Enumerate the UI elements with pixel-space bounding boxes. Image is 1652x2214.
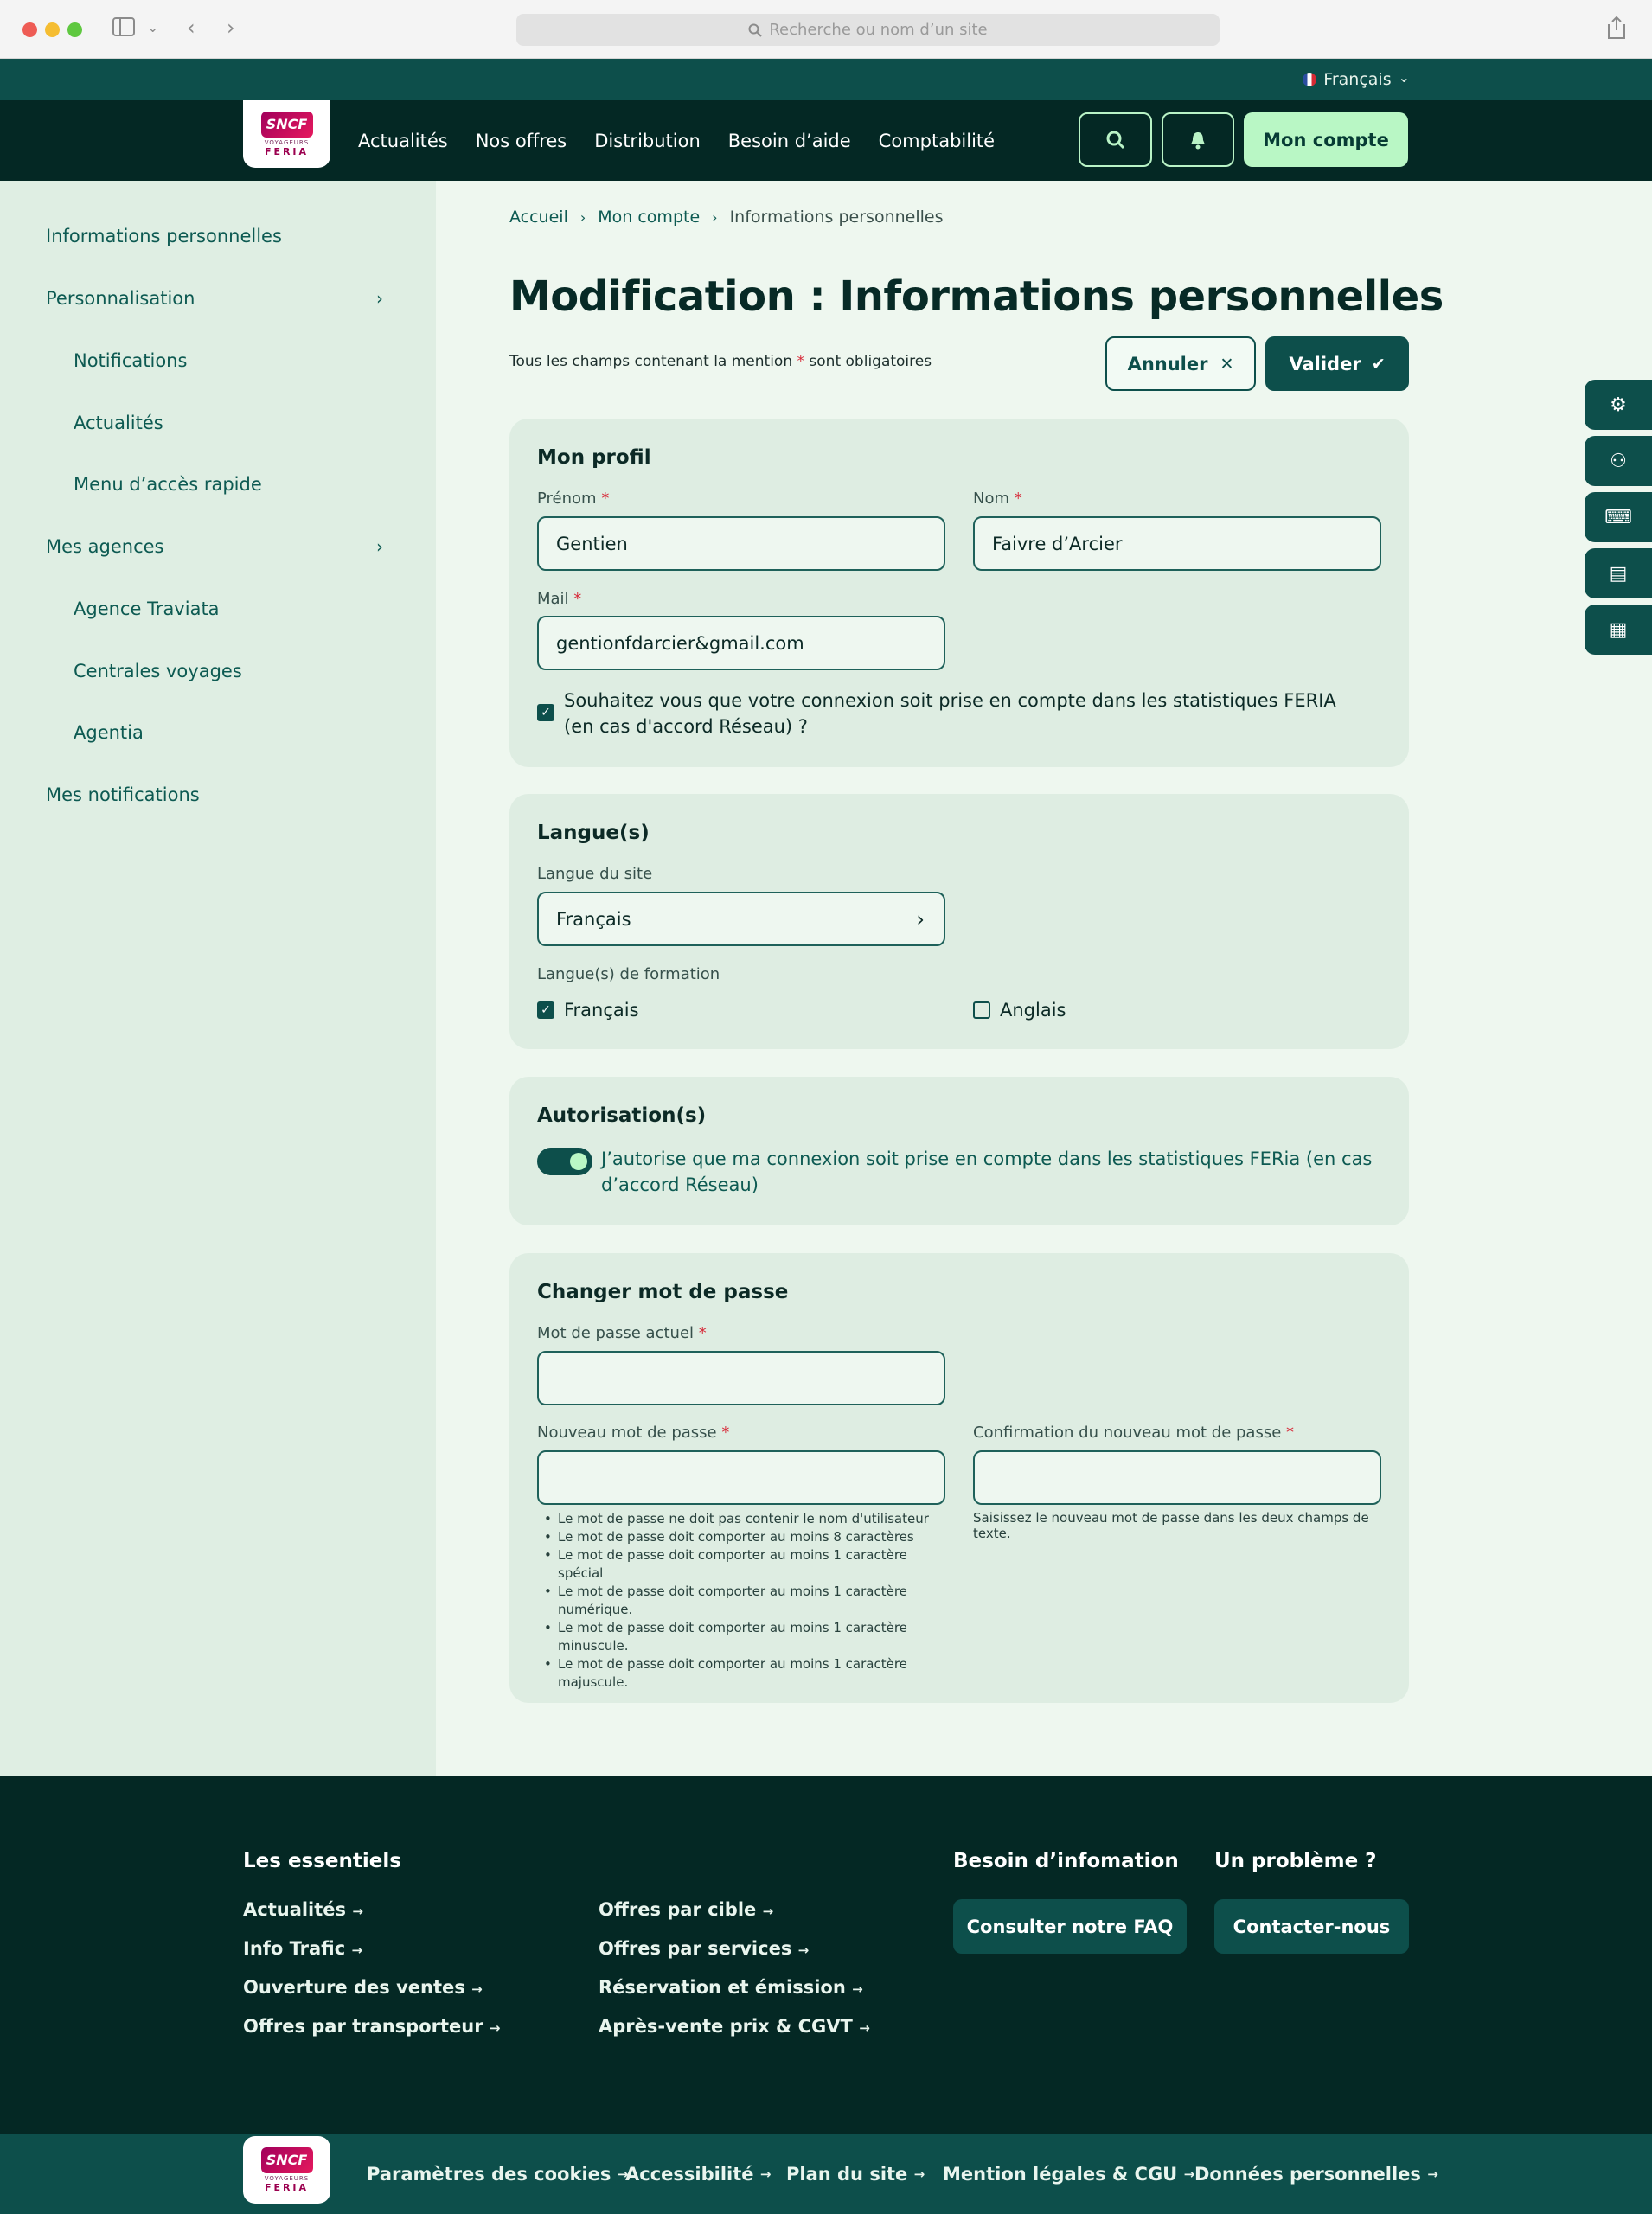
first-name-label — [537, 490, 609, 508]
sidebar-item-mes-notifications[interactable]: Mes notifications — [46, 784, 200, 805]
site-language-value: Français — [556, 908, 631, 930]
my-account-button[interactable]: Mon compte — [1244, 112, 1408, 167]
sidebar-item-actualites[interactable]: Actualités — [74, 413, 163, 433]
contact-button[interactable]: Contacter-nous — [1214, 1899, 1409, 1954]
minimize-window-icon[interactable] — [45, 22, 60, 37]
chevron-right-icon[interactable]: › — [376, 288, 383, 309]
arrow-right-icon: → — [489, 2020, 501, 2036]
search-icon — [748, 23, 762, 37]
nav-link-distribution[interactable]: Distribution — [594, 130, 701, 151]
bottom-link-mentions-legales[interactable] — [943, 2134, 1194, 2214]
authorizations-card — [509, 1077, 1409, 1225]
confirm-password-label-text: Confirmation du nouveau mot de passe — [973, 1424, 1282, 1442]
account-sidebar — [0, 181, 436, 1776]
stats-checkbox[interactable]: ✓ — [537, 704, 554, 721]
nav-links — [358, 100, 995, 181]
footer-info-title: Besoin d’infomation — [953, 1850, 1179, 1872]
current-password-label — [537, 1324, 707, 1342]
required-star: * — [1286, 1424, 1295, 1442]
footer-link-label: Actualités — [243, 1899, 347, 1920]
languages-card — [509, 794, 1409, 1049]
check-icon: ✔ — [1371, 354, 1386, 374]
close-window-icon[interactable] — [22, 22, 37, 37]
nav-link-actualites[interactable]: Actualités — [358, 130, 448, 151]
footer-link-offres-transporteur[interactable] — [243, 2016, 500, 2037]
footer-link-label: Offres par transporteur — [243, 2016, 483, 2037]
required-note-prefix: Tous les champs contenant la mention — [509, 353, 793, 370]
footer-link-apres-vente[interactable] — [599, 2016, 870, 2037]
arrow-right-icon: → — [352, 1904, 363, 1919]
footer-link-label: Réservation et émission — [599, 1977, 846, 1998]
password-card — [509, 1253, 1409, 1703]
toggle-knob — [570, 1153, 587, 1170]
french-option-label: Français — [564, 1000, 639, 1021]
last-name-label — [973, 490, 1022, 508]
page-title: Modification : Informations personnelles — [509, 272, 1444, 321]
bottom-link-cookies[interactable] — [367, 2134, 628, 2214]
new-password-label-text: Nouveau mot de passe — [537, 1424, 717, 1442]
required-star: * — [601, 490, 610, 508]
url-placeholder: Recherche ou nom d’un site — [769, 21, 988, 39]
logo-line2: FERIA — [264, 2181, 310, 2193]
required-star: * — [1014, 490, 1022, 508]
cancel-button[interactable] — [1105, 336, 1256, 391]
new-password-label — [537, 1424, 729, 1442]
sidebar-item-mes-agences[interactable]: Mes agences — [46, 536, 164, 557]
chevron-right-icon[interactable]: › — [376, 536, 383, 557]
email-field[interactable]: gentionfdarcier&gmail.com — [537, 616, 945, 670]
arrow-right-icon: → — [797, 1942, 810, 1958]
stats-question-label: Souhaitez vous que votre connexion soit prise en compte dans les statistiques FERIA (en cas d'accord Réseau) ? — [564, 690, 1336, 737]
password-rule: • Le mot de passe doit comporter au moins 1 caractère minuscule. — [537, 1619, 944, 1655]
profile-card-title: Mon profil — [537, 446, 651, 469]
close-icon: ✕ — [1220, 354, 1234, 374]
languages-card-title: Langue(s) — [537, 822, 650, 844]
validate-button-label: Valider — [1289, 353, 1361, 374]
authorizations-card-title: Autorisation(s) — [537, 1104, 707, 1127]
bell-icon — [1188, 130, 1207, 150]
arrow-right-icon: → — [1183, 2166, 1195, 2182]
stats-authorization-label: J’autorise que ma connexion soit prise en compte dans les statistiques FERia (en cas d’accord Réseau) — [601, 1149, 1373, 1195]
sidebar-item-informations-personnelles[interactable]: Informations personnelles — [46, 226, 282, 246]
arrow-right-icon: → — [859, 2020, 870, 2036]
password-rule: • Le mot de passe ne doit pas contenir le nom d'utilisateur — [537, 1510, 944, 1528]
sidebar-item-centrales-voyages[interactable]: Centrales voyages — [74, 661, 242, 681]
bottom-link-label: Accessibilité — [625, 2164, 754, 2185]
arrow-right-icon: → — [1427, 2166, 1438, 2182]
nav-link-besoin-aide[interactable]: Besoin d’aide — [727, 130, 851, 151]
arrow-right-icon: → — [852, 1981, 863, 1997]
sidebar-item-notifications[interactable]: Notifications — [74, 350, 188, 371]
quick-access-tab-4[interactable]: ▤ — [1585, 548, 1652, 598]
footer-link-reservation-emission[interactable] — [599, 1977, 863, 1998]
sidebar-toggle-icon[interactable] — [112, 17, 135, 36]
footer-link-label: Ouverture des ventes — [243, 1977, 465, 1998]
site-language-select[interactable] — [537, 892, 945, 946]
logo-mark: SNCF — [261, 2147, 313, 2173]
quick-access-tab-2[interactable]: ⚇ — [1585, 436, 1652, 486]
language-selector[interactable] — [1303, 59, 1410, 100]
training-languages-label: Langue(s) de formation — [537, 965, 720, 983]
footer-link-label: Info Trafic — [243, 1938, 346, 1959]
bottom-link-label: Paramètres des cookies — [367, 2164, 611, 2185]
sncf-feria-logo-footer[interactable] — [243, 2136, 330, 2204]
last-name-field[interactable]: Faivre d’Arcier — [973, 516, 1381, 571]
french-flag-icon — [1303, 73, 1316, 86]
sidebar-item-personnalisation[interactable]: Personnalisation — [46, 288, 195, 309]
quick-access-tab-1[interactable]: ⚙ — [1585, 380, 1652, 430]
required-star: * — [573, 590, 582, 608]
logo-line1: VOYAGEURS — [264, 2174, 310, 2182]
confirm-password-field[interactable] — [973, 1450, 1381, 1505]
search-button[interactable] — [1079, 112, 1152, 167]
current-password-label-text: Mot de passe actuel — [537, 1324, 695, 1342]
footer-problem-title: Un problème ? — [1214, 1850, 1377, 1872]
english-checkbox[interactable] — [973, 1001, 990, 1019]
bottom-link-label: Plan du site — [786, 2164, 908, 2185]
browser-toolbar — [0, 0, 1652, 59]
footer-link-ouverture-ventes[interactable] — [243, 1977, 483, 1998]
footer-link-offres-cible[interactable] — [599, 1899, 773, 1920]
chevron-right-icon: › — [712, 208, 718, 226]
profile-card — [509, 419, 1409, 767]
password-rule: • Le mot de passe doit comporter au moins 1 caractère numérique. — [537, 1583, 944, 1619]
current-password-field[interactable] — [537, 1351, 945, 1405]
notifications-button[interactable] — [1162, 112, 1234, 167]
maximize-window-icon[interactable] — [67, 22, 82, 37]
back-icon[interactable]: ‹ — [187, 16, 195, 40]
url-bar[interactable] — [516, 14, 1220, 46]
mail-label — [537, 590, 581, 608]
chevron-right-icon: › — [916, 906, 925, 931]
logo-mark: SNCF — [261, 112, 313, 138]
chevron-right-icon: › — [579, 208, 586, 226]
language-selector-label: Français — [1323, 70, 1392, 89]
new-password-field[interactable] — [537, 1450, 945, 1505]
bottom-link-accessibilite[interactable] — [625, 2134, 771, 2214]
footer-link-label: Après-vente prix & CGVT — [599, 2016, 853, 2037]
required-star: * — [698, 1324, 707, 1342]
password-rule: • Le mot de passe doit comporter au moins 1 caractère majuscule. — [537, 1655, 944, 1692]
footer-link-label: Offres par cible — [599, 1899, 757, 1920]
password-rule: • Le mot de passe doit comporter au moins 1 caractère spécial — [537, 1546, 944, 1583]
arrow-right-icon: → — [617, 2166, 629, 2182]
footer-link-actualites[interactable] — [243, 1899, 363, 1920]
bottom-link-label: Mention légales & CGU — [943, 2164, 1178, 2185]
bottom-link-label: Données personnelles — [1194, 2164, 1421, 2185]
cancel-button-label: Annuler — [1127, 353, 1208, 374]
sidebar-item-agence-traviata[interactable]: Agence Traviata — [74, 598, 220, 619]
bottom-link-donnees-personnelles[interactable] — [1194, 2134, 1438, 2214]
confirm-password-label — [973, 1424, 1294, 1442]
forward-icon[interactable]: › — [227, 16, 235, 40]
arrow-right-icon: → — [762, 1904, 774, 1919]
mail-label-text: Mail — [537, 590, 569, 608]
breadcrumb-current: Informations personnelles — [729, 208, 944, 227]
nav-link-nos-offres[interactable]: Nos offres — [475, 130, 567, 151]
breadcrumb — [509, 208, 944, 227]
arrow-right-icon: → — [351, 1942, 363, 1958]
language-bar — [0, 59, 1652, 100]
arrow-right-icon: → — [471, 1981, 483, 1997]
footer-link-offres-services[interactable] — [599, 1938, 809, 1959]
nav-link-comptabilite[interactable]: Comptabilité — [878, 130, 996, 151]
required-note-suffix: sont obligatoires — [809, 353, 932, 370]
sidebar-item-agentia[interactable]: Agentia — [74, 722, 144, 743]
required-star: * — [797, 353, 805, 370]
last-name-label-text: Nom — [973, 490, 1010, 508]
sncf-feria-logo[interactable] — [243, 100, 330, 168]
first-name-field[interactable]: Gentien — [537, 516, 945, 571]
required-fields-note — [509, 353, 932, 370]
chevron-down-icon[interactable]: ⌄ — [147, 19, 159, 35]
first-name-label-text: Prénom — [537, 490, 597, 508]
arrow-right-icon: → — [913, 2166, 925, 2182]
logo-line1: VOYAGEURS — [264, 138, 310, 146]
site-language-label: Langue du site — [537, 865, 653, 883]
bottom-link-plan-site[interactable] — [786, 2134, 925, 2214]
footer-link-label: Offres par services — [599, 1938, 792, 1959]
password-card-title: Changer mot de passe — [537, 1281, 789, 1303]
sidebar-item-menu-acces-rapide[interactable]: Menu d’accès rapide — [74, 474, 262, 495]
breadcrumb-account[interactable]: Mon compte — [598, 208, 701, 227]
search-icon — [1105, 130, 1126, 150]
footer-essentials-title: Les essentiels — [243, 1850, 401, 1872]
breadcrumb-home[interactable]: Accueil — [509, 208, 568, 227]
quick-access-tab-5[interactable]: ▦ — [1585, 605, 1652, 655]
validate-button[interactable] — [1265, 336, 1409, 391]
arrow-right-icon: → — [759, 2166, 772, 2182]
footer-link-info-trafic[interactable] — [243, 1938, 362, 1959]
confirm-password-hint: Saisissez le nouveau mot de passe dans les deux champs de texte. — [973, 1510, 1369, 1541]
english-option-label: Anglais — [1000, 1000, 1066, 1021]
password-rules-list — [537, 1510, 944, 1692]
faq-button[interactable]: Consulter notre FAQ — [953, 1899, 1187, 1954]
stats-authorization-toggle[interactable] — [537, 1148, 592, 1175]
password-rule: • Le mot de passe doit comporter au moins 8 caractères — [537, 1528, 944, 1546]
required-star: * — [721, 1424, 730, 1442]
quick-access-tab-3[interactable]: ⌨ — [1585, 492, 1652, 542]
logo-line2: FERIA — [264, 145, 310, 157]
share-icon[interactable] — [1607, 16, 1626, 40]
chevron-down-icon: ⌄ — [1398, 68, 1410, 86]
french-checkbox[interactable]: ✓ — [537, 1001, 554, 1019]
